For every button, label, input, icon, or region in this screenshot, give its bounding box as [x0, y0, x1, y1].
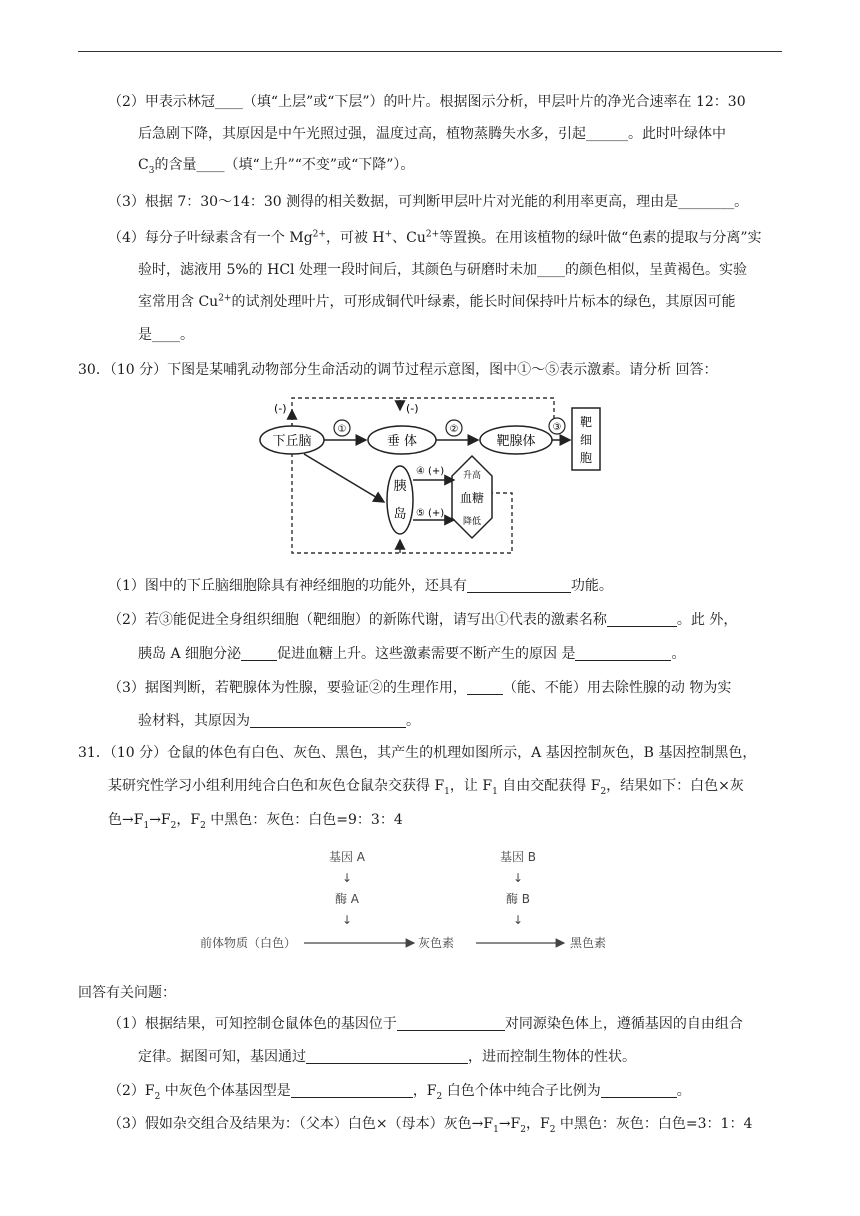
islet-node [387, 466, 413, 534]
q29-part4-line3: 室常用含 $Cu^{2+}$的试剂处理叶片，可形成铜代叶绿素，能长时间保持叶片标本的绿色，其原因可能 [138, 293, 736, 310]
feedback-dashed-line-top [292, 398, 554, 427]
gray-pigment-label: 灰色素 [418, 936, 455, 950]
q30-sub2-line2: 胰岛 A 细胞分泌 促进血糖上升。这些激素需要不断产生的原因 是 。 [138, 646, 686, 662]
fall-label: 降低 [462, 517, 482, 527]
q29-part2-line3: $C_3$的含量____（填“上升”“不变”或“下降”）。 [138, 157, 415, 176]
q30-sub3-line1: （3）据图判断，若靶腺体为性腺，要验证②的生理作用， （能、不能）用去除性腺的动 物为实 [108, 680, 732, 696]
precursor-label: 前体物质（白色） [200, 936, 297, 950]
enzyme-b-down-arrow: ↓ [512, 913, 524, 927]
target-cell-char-3: 胞 [579, 451, 593, 465]
black-pigment-label: 黑色素 [570, 936, 607, 950]
q31-answer-intro: 回答有关问题： [78, 985, 176, 1001]
hormone-3-label: ③ [552, 422, 562, 433]
q31-sub3: （3）假如杂交组合及结果为：（父本）白色×（母本）灰色$\to F_1\to F_2$，$F_2$ 中黑色：灰色：白色=3：1：4 [108, 1116, 753, 1135]
gene-a-label: 基因 A [328, 850, 366, 864]
target-cell-char-1: 靶 [579, 415, 593, 429]
q31-stem-line2: 某研究性学习小组利用纯合白色和灰色仓鼠杂交获得 $F_1$，让 $F_1$ 自由交配获得 $F_2$，结果如下：白色×灰 [108, 778, 744, 797]
plus-label-1: (+) [428, 466, 445, 477]
q31-stem-line1: 31．（10 分）仓鼠的体色有白色、灰色、黑色，其产生的机理如图所示，A 基因控制灰色，B 基因控制黑色， [78, 745, 757, 761]
target-cell-char-2: 细 [579, 433, 593, 447]
hormone-regulation-diagram [254, 390, 614, 560]
arrow-hypothalamus-to-islet [304, 454, 384, 502]
q29-part2-line1: （2）甲表示林冠____（填“上层”或“下层”）的叶片。根据图示分析，甲层叶片的净光合速率在 12：30 [108, 94, 746, 110]
minus-label-1: (-) [274, 402, 287, 415]
blood-sugar-label: 血糖 [459, 491, 485, 505]
header-rule [78, 51, 782, 52]
q29-part4-line1: （4）每分子叶绿素含有一个 $Mg^{2+}$，可被 H+、$Cu^{2+}$等置换。在用该植物的绿叶做“色素的提取与分离”实 [108, 229, 762, 246]
rise-label: 升高 [462, 471, 482, 481]
q30-sub3-line2: 验材料，其原因为 。 [138, 713, 420, 729]
minus-label-2: (-) [406, 402, 419, 415]
plus-label-2: (+) [428, 508, 445, 519]
q31-sub1-line1: （1）根据结果，可知控制仓鼠体色的基因位于 对同源染色体上，遵循基因的自由组合 [108, 1016, 743, 1032]
q29-part4-line4: 是____。 [138, 327, 194, 343]
gene-a-down-arrow: ↓ [341, 871, 353, 885]
gene-b-label: 基因 B [499, 850, 537, 864]
pigment-pathway-diagram [200, 845, 620, 955]
hormone-4-label: ④ [416, 466, 425, 477]
gene-b-down-arrow: ↓ [512, 871, 524, 885]
enzyme-a-label: 酶 A [334, 892, 360, 906]
target-gland-label: 靶腺体 [496, 434, 536, 449]
hypothalamus-label: 下丘脑 [272, 434, 312, 449]
enzyme-b-label: 酶 B [505, 892, 531, 906]
q29-part2-line2: 后急剧下降，其原因是中午光照过强，温度过高，植物蒸腾失水多，引起______。此时叶绿体中 [138, 126, 726, 142]
pituitary-label: 垂 体 [386, 434, 418, 449]
q30-sub1: （1）图中的下丘脑细胞除具有神经细胞的功能外，还具有 功能。 [108, 578, 613, 594]
q30-sub2-line1: （2）若③能促进全身组织细胞（靶细胞）的新陈代谢，请写出①代表的激素名称 。此 外， [108, 612, 738, 628]
q29-part3-line1: （3）根据 7：30～14：30 测得的相关数据，可判断甲层叶片对光能的利用率更高，理由是________。 [108, 194, 749, 210]
hormone-2-label: ② [449, 424, 459, 435]
q30-stem: 30．（10 分）下图是某哺乳动物部分生命活动的调节过程示意图，图中①～⑤表示激素。请分析 回答： [78, 362, 718, 378]
enzyme-a-down-arrow: ↓ [341, 913, 353, 927]
islet-char-1: 胰 [393, 479, 407, 494]
hormone-1-label: ① [337, 424, 347, 435]
q31-sub2: $(2)F_2$ 中灰色个体基因型是 ，$F_2$ 白色个体中纯合子比例为 。 [108, 1083, 691, 1102]
q31-stem-line3: 色$\to F_1\to F_2$，$F_2$ 中黑色：灰色：白色=9：3：4 [108, 812, 403, 831]
q31-sub1-line2: 定律。据图可知，基因通过 ，进而控制生物体的性状。 [138, 1049, 636, 1065]
islet-char-2: 岛 [393, 507, 407, 522]
q29-part4-line2: 验时，滤液用 5%的 HCl 处理一段时间后，其颜色与研磨时未加____的颜色相似，呈黄褐色。实验 [138, 262, 747, 278]
hormone-5-label: ⑤ [416, 508, 425, 519]
